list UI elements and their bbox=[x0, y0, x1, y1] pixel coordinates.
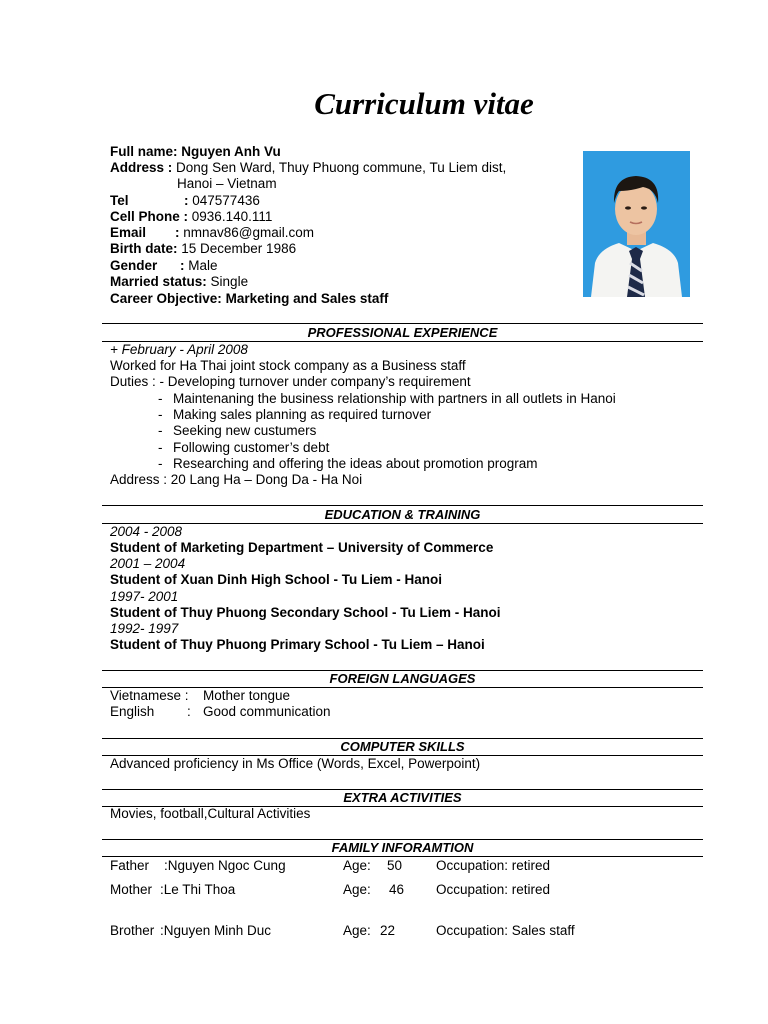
extra-heading: EXTRA ACTIVITIES bbox=[343, 790, 462, 805]
birth-row bbox=[110, 241, 296, 257]
family-name: :Le Thi Thoa bbox=[160, 882, 236, 897]
duty-dash: - bbox=[158, 456, 163, 471]
address-line1: Dong Sen Ward, Thuy Phuong commune, Tu Liem dist, bbox=[176, 160, 507, 175]
full-name-row bbox=[110, 144, 281, 160]
tel-label: Tel bbox=[110, 193, 129, 208]
address-label: Address : bbox=[110, 160, 173, 175]
extra-activities-text: Movies, football,Cultural Activities bbox=[110, 806, 311, 821]
gender-row bbox=[110, 258, 157, 274]
family-age: 50 bbox=[387, 858, 403, 873]
duty-item: Making sales planning as required turnover bbox=[173, 407, 432, 422]
document-title: Curriculum vitae bbox=[314, 86, 534, 121]
experience-heading: PROFESSIONAL EXPERIENCE bbox=[307, 325, 498, 340]
education-school: Student of Marketing Department – University of Commerce bbox=[110, 540, 494, 555]
education-school: Student of Thuy Phuong Secondary School - Tu Liem - Hanoi bbox=[110, 605, 501, 620]
education-school: Student of Thuy Phuong Primary School - Tu Liem – Hanoi bbox=[110, 637, 485, 652]
email-colon: : bbox=[175, 225, 180, 240]
gender-label: Gender bbox=[110, 258, 158, 273]
education-years: 2004 - 2008 bbox=[110, 524, 183, 539]
duty-dash: - bbox=[158, 407, 163, 422]
experience-period: + February - April 2008 bbox=[110, 342, 248, 357]
gender-colon: : bbox=[180, 258, 185, 273]
computer-heading: COMPUTER SKILLS bbox=[340, 739, 465, 754]
language-colon: : bbox=[187, 704, 191, 719]
language-level: Good communication bbox=[203, 704, 331, 719]
address-line2: Hanoi – Vietnam bbox=[177, 176, 277, 191]
email-label: Email bbox=[110, 225, 147, 240]
education-years: 1992- 1997 bbox=[110, 621, 179, 636]
birth-label: Birth date: bbox=[110, 241, 178, 256]
married-label: Married status: bbox=[110, 274, 207, 289]
family-relation: Brother bbox=[110, 923, 155, 938]
birth-value: 15 December 1986 bbox=[181, 241, 297, 256]
language-level: Mother tongue bbox=[203, 688, 291, 703]
family-occupation: Occupation: retired bbox=[436, 858, 551, 873]
cell-label: Cell Phone : bbox=[110, 209, 189, 224]
section-rule bbox=[102, 687, 703, 688]
duty-dash: - bbox=[158, 423, 163, 438]
family-name: :Nguyen Ngoc Cung bbox=[164, 858, 286, 873]
email-value-row bbox=[175, 225, 314, 241]
cell-row bbox=[110, 209, 272, 225]
family-occupation: Occupation: Sales staff bbox=[436, 923, 575, 938]
section-rule bbox=[102, 323, 703, 324]
duty-item: Seeking new custumers bbox=[173, 423, 317, 438]
family-relation: Mother bbox=[110, 882, 153, 897]
portrait-illustration bbox=[583, 151, 690, 297]
full-name-label: Full name: bbox=[110, 144, 178, 159]
section-rule bbox=[102, 856, 703, 857]
email-value: nmnav86@gmail.com bbox=[183, 225, 315, 240]
section-rule bbox=[102, 523, 703, 524]
computer-skills-text: Advanced proficiency in Ms Office (Words, Excel, Powerpoint) bbox=[110, 756, 481, 771]
married-row bbox=[110, 274, 248, 290]
portrait-photo bbox=[583, 151, 690, 297]
education-heading: EDUCATION & TRAINING bbox=[324, 507, 481, 522]
family-age-label: Age: bbox=[343, 923, 371, 938]
full-name-value: Nguyen Anh Vu bbox=[181, 144, 281, 159]
languages-heading: FOREIGN LANGUAGES bbox=[329, 671, 476, 686]
section-rule bbox=[102, 505, 703, 506]
email-row bbox=[110, 225, 146, 241]
tel-row bbox=[110, 193, 129, 209]
married-value: Single bbox=[210, 274, 249, 289]
cell-value: 0936.140.111 bbox=[191, 209, 273, 224]
family-age-label: Age: bbox=[343, 882, 371, 897]
language-name: Vietnamese : bbox=[110, 688, 189, 703]
family-age: 22 bbox=[380, 923, 396, 938]
experience-duties-intro: Duties : - Developing turnover under company’s requirement bbox=[110, 374, 471, 389]
education-years: 1997- 2001 bbox=[110, 589, 179, 604]
education-school: Student of Xuan Dinh High School - Tu Liem - Hanoi bbox=[110, 572, 442, 587]
duty-item: Researching and offering the ideas about promotion program bbox=[173, 456, 538, 471]
objective-row bbox=[110, 291, 388, 307]
education-years: 2001 – 2004 bbox=[110, 556, 186, 571]
duty-item: Maintenaning the business relationship with partners in all outlets in Hanoi bbox=[173, 391, 616, 406]
experience-employer: Worked for Ha Thai joint stock company as a Business staff bbox=[110, 358, 466, 373]
gender-value: Male bbox=[188, 258, 218, 273]
tel-value: 047577436 bbox=[192, 193, 260, 208]
duty-dash: - bbox=[158, 440, 163, 455]
family-occupation: Occupation: retired bbox=[436, 882, 551, 897]
objective-label: Career Objective: bbox=[110, 291, 222, 306]
experience-address: Address : 20 Lang Ha – Dong Da - Ha Noi bbox=[110, 472, 363, 487]
family-name: :Nguyen Minh Duc bbox=[160, 923, 272, 938]
duty-item: Following customer’s debt bbox=[173, 440, 330, 455]
gender-value-row bbox=[180, 258, 218, 274]
family-heading: FAMILY INFORAMTION bbox=[331, 840, 474, 855]
tel-value-row bbox=[184, 193, 260, 209]
family-age-label: Age: bbox=[343, 858, 371, 873]
duty-dash: - bbox=[158, 391, 163, 406]
language-name: English bbox=[110, 704, 155, 719]
objective-value: Marketing and Sales staff bbox=[225, 291, 389, 306]
tel-colon: : bbox=[184, 193, 189, 208]
family-age: 46 bbox=[389, 882, 405, 897]
address-row bbox=[110, 160, 506, 176]
family-relation: Father bbox=[110, 858, 150, 873]
